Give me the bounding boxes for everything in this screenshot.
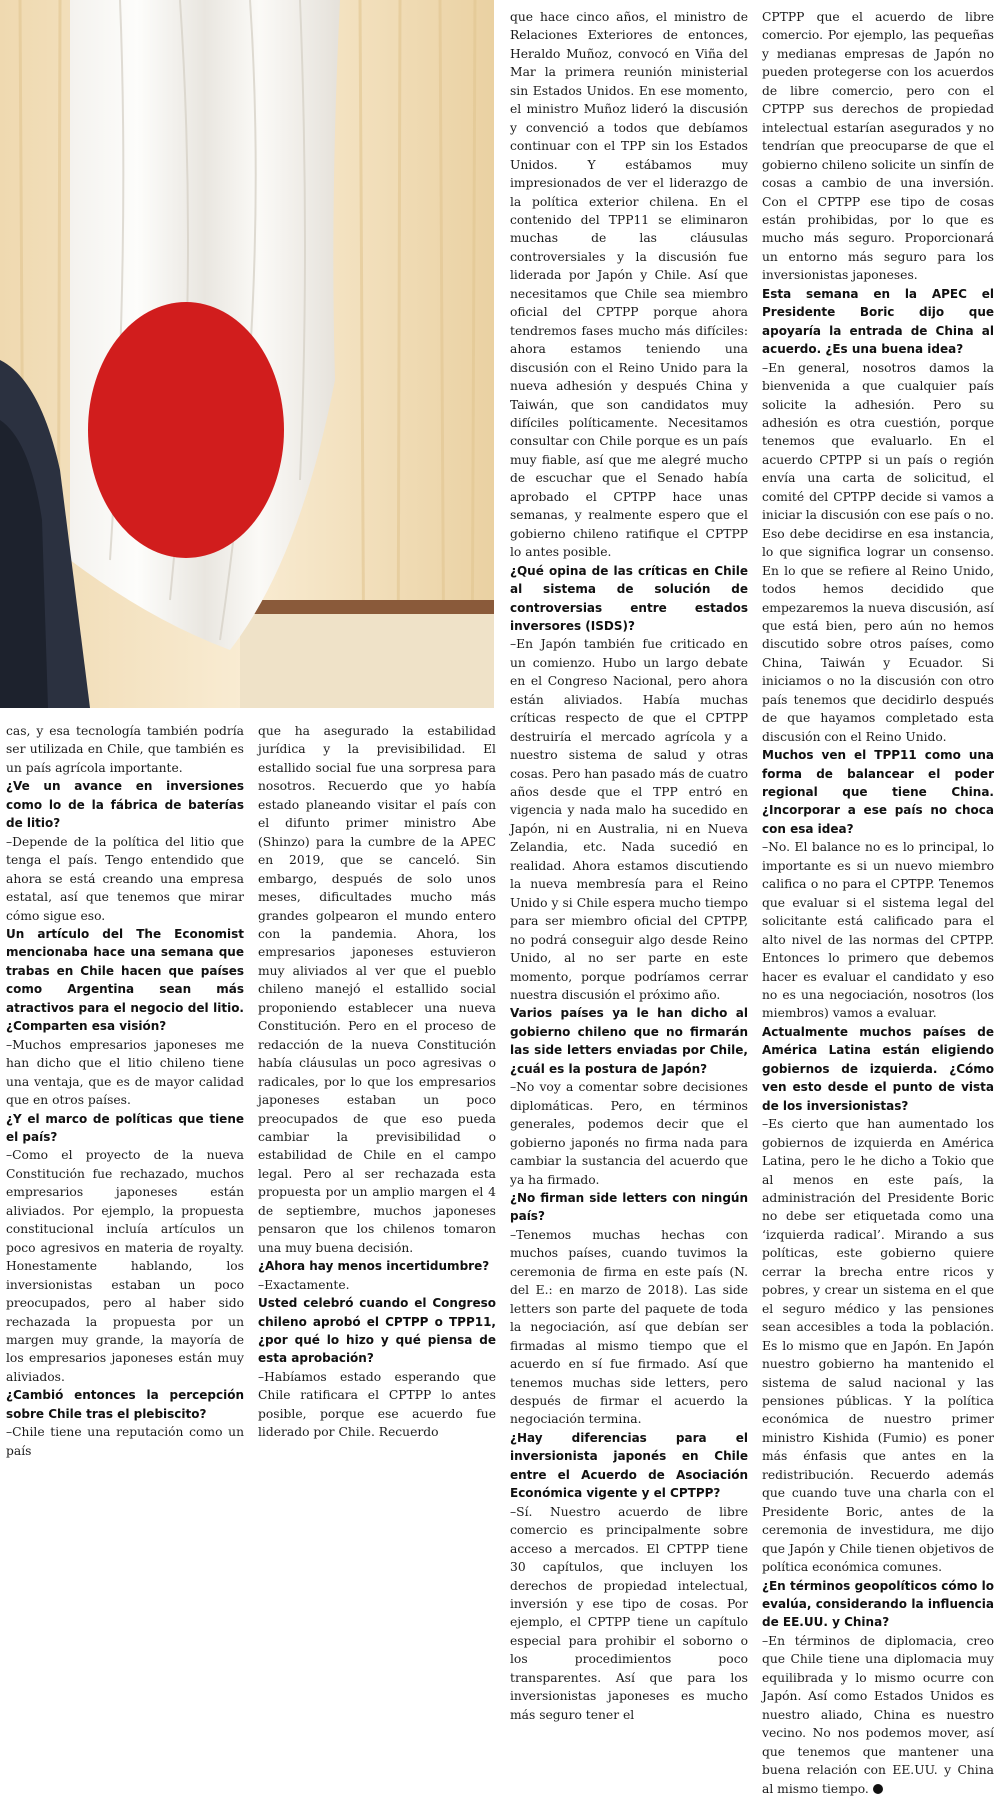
interview-question: Usted celebró cuando el Congreso chileno aprobó el CPTPP o TPP11, ¿por qué lo hizo y qué piensa de esta aprobación? xyxy=(258,1296,496,1366)
interview-answer: CPTPP que el acuerdo de libre comercio. Por ejemplo, las pequeñas y medianas empresas de Japón no pueden protegerse con los acuerdos de libre comercio, pero con el CPTPP sus derechos de propiedad intelectual estarían asegurados y no tendrían que preocuparse de que el gobierno chileno solicite un sinfín de cosas a cambio de una inversión. Con el CPTPP ese tipo de cosas están prohibidas, por lo que es mucho más seguro. Proporcionará un entorno más seguro para los inversionistas japoneses. xyxy=(762,10,994,283)
interview-answer: –Chile tiene una reputación como un país xyxy=(6,1425,244,1458)
interview-answer: –Tenemos muchas hechas con muchos países, cuando tuvimos la ceremonia de firma en este país (N. del E.: en marzo de 2018). Las side letters son parte del paquete de toda la negociación, así que debían ser firmadas al mismo tiempo que el acuerdo en sí fue firmado. Así que tenemos muchas side letters, pero después de firmar el acuerdo la negociación termina. xyxy=(510,1227,748,1427)
interview-answer: –No voy a comentar sobre decisiones diplomáticas. Pero, en términos generales, podemos decir que el gobierno japonés no firma nada para cambiar la sustancia del acuerdo que ya ha firmado. xyxy=(510,1080,748,1187)
interview-answer: –Depende de la política del litio que tenga el país. Tengo entendido que ahora se está creando una empresa estatal, así que tenemos que mirar cómo sigue eso. xyxy=(6,834,244,923)
interview-question: Esta semana en la APEC el Presidente Boric dijo que apoyaría la entrada de China al acuerdo. ¿Es una buena idea? xyxy=(762,286,994,357)
interview-question: ¿No firman side letters con ningún país? xyxy=(510,1191,748,1224)
interview-question: Actualmente muchos países de América Latina están eligiendo gobiernos de izquierda. ¿Cómo ven esto desde el punto de vista de los inversionistas? xyxy=(762,1024,994,1113)
article-column-3 xyxy=(510,8,748,1724)
article-column-2 xyxy=(258,722,496,1442)
interview-answer: –Es cierto que han aumentado los gobiernos de izquierda en América Latina, pero le he dicho a Tokio que al menos en este país, la administración del Presidente Boric no debe ser etiquetada como una ‘izquierda radical’. Mirando a sus políticas, este gobierno quiere cerrar la brecha entre ricos y pobres, y crear un sistema en el que el seguro médico y las pensiones sean accesibles a toda la población. Es lo mismo que en Japón. En Japón nuestro gobierno ha mantenido el sistema de salud nacional y las pensiones públicas. Y la política económica de nuestro primer ministro Kishida (Fumio) es poner más énfasis que antes en la redistribución. Recuerdo además que cuando tuve una charla con el Presidente Boric, antes de la ceremonia de investidura, me dijo que Japón y Chile tienen objetivos de política económica comunes. xyxy=(762,1117,994,1575)
interview-answer: –Habíamos estado esperando que Chile ratificara el CPTPP lo antes posible, porque ese acuerdo fue liderado por Chile. Recuerdo xyxy=(258,1369,496,1440)
interview-answer: –No. El balance no es lo principal, lo importante es si un nuevo miembro califica o no para el CPTPP. Tenemos que evaluar si el sistema legal del solicitante está calificado para el alto nivel de las normas del CPTPP. Entonces lo primero que debemos hacer es evaluar el candidato y eso no es una negociación, nosotros (los miembros) vamos a evaluar. xyxy=(762,840,994,1021)
interview-answer: –Exactamente. xyxy=(258,1277,350,1292)
interview-answer: –En Japón también fue criticado en un comienzo. Hubo un largo debate en el Congreso Nacional, pero ahora están aliviados. Había muchas críticas respecto de que el CPTPP destruiría el mercado agrícola y a nuestro sistema de salud y otras cosas. Pero han pasado más de cuatro años desde que el TPP entró en vigencia y nada malo ha sucedido en Japón, ni en Australia, ni en Nueva Zelandia, etc. Nada sucedió en realidad. Ahora estamos discutiendo la nueva membresía para el Reino Unido y si Chile espera mucho tiempo para ser miembro oficial del CPTPP, no podrá conseguir algo desde Reino Unido, al no ser parte en este momento, porque podríamos cerrar nuestra discusión el próximo año. xyxy=(510,637,748,1003)
interview-answer: –Como el proyecto de la nueva Constitución fue rechazado, muchos empresarios japoneses están aliviados. Por ejemplo, la propuesta constitucional incluía artículos un poco agresivos en materia de royalty. Honestamente hablando, los inversionistas estaban un poco preocupados, pero al haber sido rechazada la propuesta por un margen muy grande, la mayoría de los empresarios japoneses están muy aliviados. xyxy=(6,1148,244,1384)
interview-question: ¿En términos geopolíticos cómo lo evalúa, considerando la influencia de EE.UU. y China? xyxy=(762,1578,994,1630)
interview-answer: –Muchos empresarios japoneses me han dicho que el litio chileno tiene una ventaja, que es de mayor calidad que en otros países. xyxy=(6,1037,244,1108)
interview-answer: cas, y esa tecnología también podría ser utilizada en Chile, que también es un país agrícola importante. xyxy=(6,724,244,775)
interview-question: Varios países ya le han dicho al gobierno chileno que no firmarán las side letters enviadas por Chile, ¿cuál es la postura de Japón? xyxy=(510,1006,748,1076)
interview-question: ¿Y el marco de políticas que tiene el país? xyxy=(6,1111,244,1144)
end-of-article-icon xyxy=(873,1784,883,1794)
article-column-4 xyxy=(762,8,994,1798)
interview-answer: –Sí. Nuestro acuerdo de libre comercio es principalmente sobre acceso a mercados. El CPTPP tiene 30 capítulos, que incluyen los derechos de propiedad intelectual, inversión y ese tipo de cosas. Por ejemplo, el CPTPP tiene un capítulo especial para prohibir el soborno o los procedimientos poco transparentes. Así que para los inversionistas japoneses es mucho más seguro tener el xyxy=(510,1504,748,1722)
interview-answer: –En general, nosotros damos la bienvenida a que cualquier país solicite la adhesión. Pero su adhesión es otra cuestión, porque tenemos que evaluarlo. En el acuerdo CPTPP si un país o región envía una carta de solicitud, el comité del CPTPP decide si vamos a iniciar la discusión con ese país o no. Eso debe decidirse en esa instancia, lo que significa lograr un consenso. En lo que se refiere al Reino Unido, todos hemos decidido que empezaremos la nueva discusión, así que está bien, pero aún no hemos discutido sobre otros países, como China, Taiwán y Ecuador. Si iniciamos o no la discusión con otro país tenemos que decidirlo después de que hayamos completado esta discusión con el Reino Unido. xyxy=(762,360,994,744)
article-column-1 xyxy=(6,722,244,1460)
interview-question: Un artículo del The Economist mencionaba hace una semana que trabas en Chile hacen que países como Argentina sean más atractivos para el negocio del litio. ¿Comparten esa visión? xyxy=(6,926,244,1034)
interview-answer: que ha asegurado la estabilidad jurídica y la previsibilidad. El estallido social fue una sorpresa para nosotros. Recuerdo que yo había estado planeando visitar el país con el difunto primer ministro Abe (Shinzo) para la cumbre de la APEC en 2019, que se canceló. Sin embargo, después de solo unos meses, dificultades mucho más grandes golpearon el mundo entero con la pandemia. Ahora, los empresarios japoneses estuvieron muy aliviados al ver que el pueblo chileno manejó el estallido social proponiendo establecer una nueva Constitución. Pero en el proceso de redacción de la nueva Constitución había cláusulas un poco agresivas o radicales, por lo que los empresarios japoneses estaban un poco preocupados de que eso pueda cambiar la previsibilidad o estabilidad de Chile en el campo legal. Pero al ser rechazada esta propuesta por un amplio margen el 4 de septiembre, muchos japoneses pensaron que los chilenos tomaron una muy buena decisión. xyxy=(258,724,496,1255)
interview-question: ¿Qué opina de las críticas en Chile al sistema de solución de controversias entre estados inversores (ISDS)? xyxy=(510,563,748,633)
interview-question: ¿Cambió entonces la percepción sobre Chile tras el plebiscito? xyxy=(6,1388,244,1421)
interview-answer: –En términos de diplomacia, creo que Chile tiene una diplomacia muy equilibrada y lo mismo ocurre con Japón. Así como Estados Unidos es nuestro aliado, China es nuestro vecino. No nos podemos mover, así que tenemos que mantener una buena relación con EE.UU. y China al mismo tiempo. xyxy=(762,1633,994,1796)
interview-question: ¿Ahora hay menos incertidumbre? xyxy=(258,1259,490,1274)
interview-question: ¿Ve un avance en inversiones como lo de la fábrica de baterías de litio? xyxy=(6,779,244,831)
interview-question: ¿Hay diferencias para el inversionista japonés en Chile entre el Acuerdo de Asociación Económica vigente y el CPTPP? xyxy=(510,1430,748,1501)
japan-flag-photo xyxy=(0,0,494,708)
interview-question: Muchos ven el TPP11 como una forma de balancear el poder regional que tiene China. ¿Incorporar a ese país no choca con esa idea? xyxy=(762,748,994,836)
photo-illustration xyxy=(0,0,494,708)
interview-answer: que hace cinco años, el ministro de Relaciones Exteriores de entonces, Heraldo Muñoz, convocó en Viña del Mar la primera reunión ministerial sin Estados Unidos. En ese momento, el ministro Muñoz lideró la discusión y convenció a todos que debíamos continuar con el TPP sin los Estados Unidos. Y estábamos muy impresionados de ver el liderazgo de la política exterior chilena. En el contenido del TPP11 se eliminaron muchas de las cláusulas controversiales y la discusión fue liderada por Japón y Chile. Así que necesitamos que Chile sea miembro oficial del CPTPP porque ahora tendremos fases mucho más difíciles: ahora estamos teniendo una discusión con el Reino Unido para la nueva adhesión y después China y Taiwán, que son candidatos muy difíciles políticamente. Necesitamos consultar con Chile porque es un país muy fiable, así que me alegré mucho de escuchar que el Senado había aprobado el CPTPP hace unas semanas, y realmente espero que el gobierno chileno ratifique el CPTPP lo antes posible. xyxy=(510,10,748,560)
